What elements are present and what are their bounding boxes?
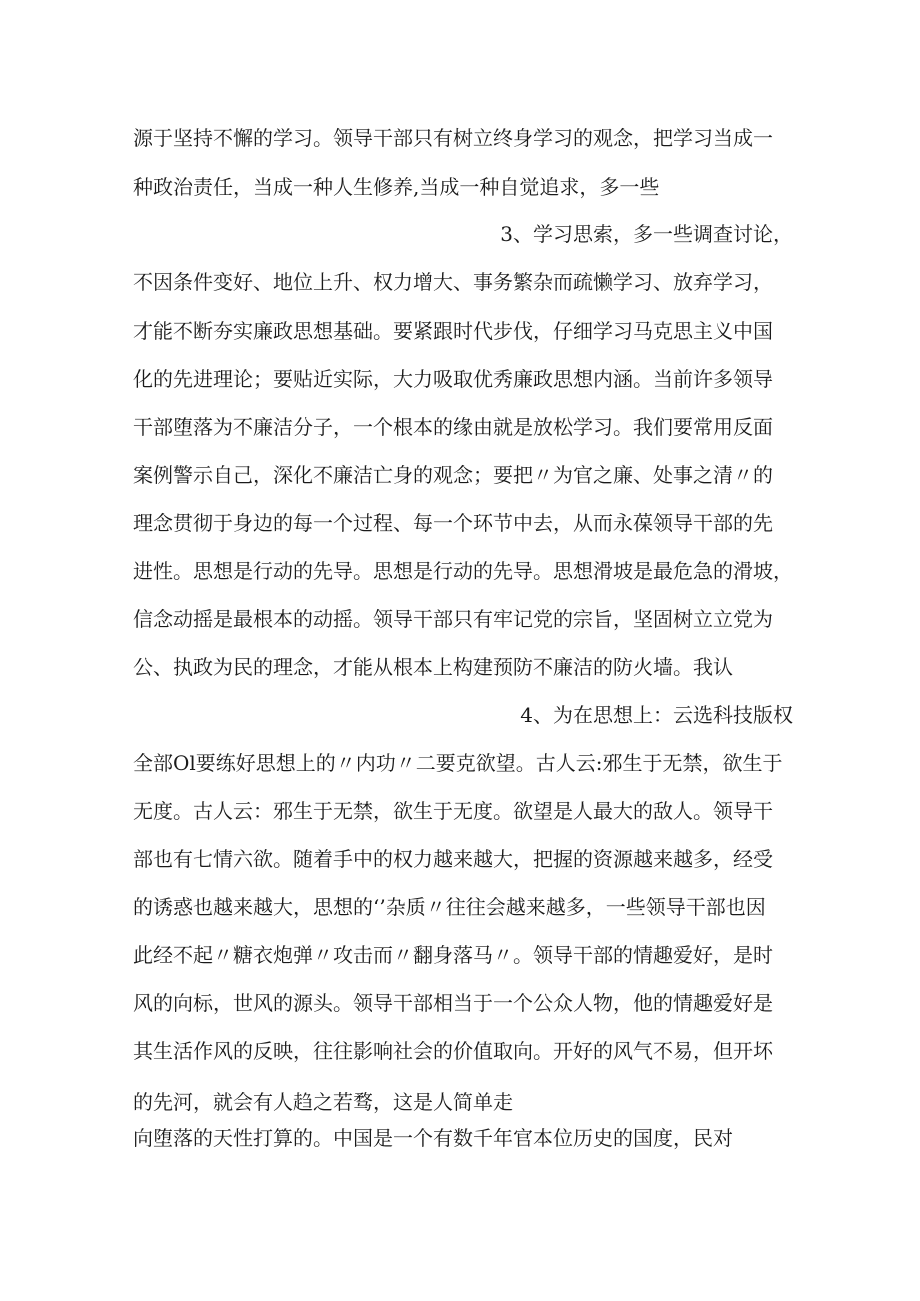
text-line: 源于坚持不懈的学习。领导干部只有树立终身学习的观念，把学习当成一 (133, 126, 773, 150)
text-line: 化的先进理论；要贴近实际，大力吸取优秀廉政思想内涵。当前许多领导 (133, 367, 773, 391)
text-line: 干部堕落为不廉洁分子，一个根本的缘由就是放松学习。我们要常用反面 (133, 415, 773, 439)
text-line: 的诱惑也越来越大，思想的‘’杂质〃往往会越来越多，一些领导干部也因 (133, 895, 766, 919)
text-line: 理念贯彻于身边的每一个过程、每一个环节中去，从而永葆领导干部的先 (133, 511, 773, 535)
text-line: 不因条件变好、地位上升、权力增大、事务繁杂而疏懒学习、放弃学习， (133, 270, 773, 294)
text-line: 案例警示自己，深化不廉洁亡身的观念；要把〃为官之廉、处事之清〃的 (133, 463, 773, 487)
section-heading: 3、学习思索，多一些调查讨论， (500, 222, 793, 246)
text-line: 风的向标，世风的源头。领导干部相当于一个公众人物，他的情趣爱好是 (133, 991, 773, 1015)
section-heading: 4、为在思想上：云选科技版权 (520, 703, 793, 727)
text-line: 进性。思想是行动的先导。思想是行动的先导。思想滑坡是最危急的滑坡， (133, 559, 793, 583)
text-line: 无度。古人云：邪生于无禁，欲生于无度。欲望是人最大的敌人。领导干 (133, 799, 773, 823)
text-line: 全部Ol要练好思想上的〃内功〃二要克欲望。古人云:邪生于无禁，欲生于 (133, 751, 783, 775)
text-line: 其生活作风的反映，往往影响社会的价值取向。开好的风气不易，但开坏 (133, 1039, 773, 1063)
text-line: 公、执政为民的理念，才能从根本上构建预防不廉洁的防火墙。我认 (133, 655, 733, 679)
text-line: 向堕落的天性打算的。中国是一个有数千年官本位历史的国度，民对 (133, 1126, 733, 1150)
text-line: 的先河，就会有人趋之若骛，这是人简单走 (133, 1090, 513, 1114)
text-line: 才能不断夯实廉政思想基础。要紧跟时代步伐，仔细学习马克思主义中国 (133, 319, 773, 343)
text-line: 此经不起〃糖衣炮弹〃攻击而〃翻身落马〃。领导干部的情趣爱好，是时 (133, 943, 773, 967)
text-line: 部也有七情六欲。随着手中的权力越来越大，把握的资源越来越多，经受 (133, 847, 773, 871)
text-line: 种政治责任，当成一种人生修养,当成一种自觉追求，多一些 (133, 175, 660, 199)
text-line: 信念动摇是最根本的动摇。领导干部只有牢记党的宗旨，坚固树立立党为 (133, 607, 773, 631)
